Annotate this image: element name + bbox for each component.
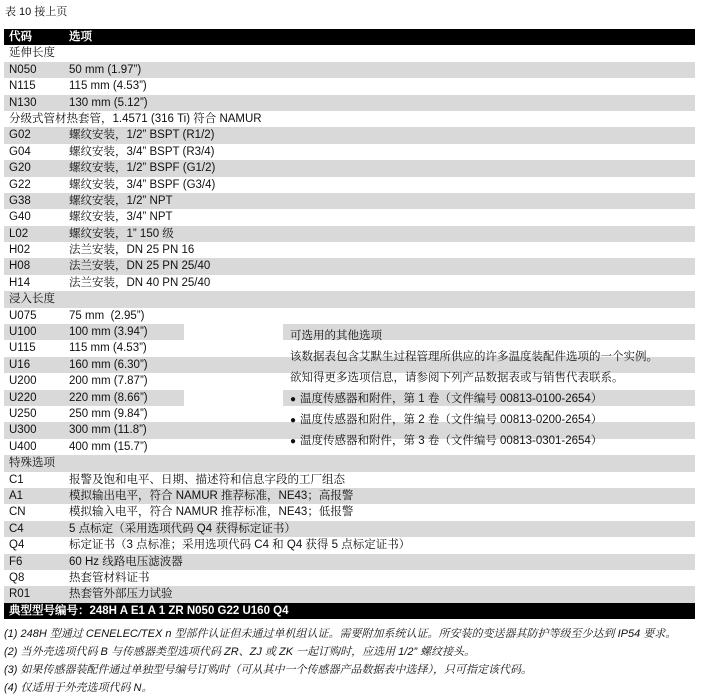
table-row	[4, 472, 695, 488]
row-code: Q8	[9, 571, 25, 584]
row-option: 螺纹安装，3/4” BSPT (R3/4)	[69, 145, 215, 158]
table-row	[4, 242, 695, 258]
row-option: 115 mm (4.53”)	[69, 80, 147, 93]
row-option: 60 Hz 线路电压滤波器	[69, 555, 183, 568]
note-bullet	[290, 389, 694, 410]
row-code: F6	[9, 555, 23, 568]
note-line: 该数据表包含艾默生过程管理所供应的许多温度装配件选项的一个实例。	[290, 351, 658, 363]
section-label: 特殊选项	[9, 457, 55, 470]
row-code: G38	[9, 194, 31, 207]
row-option: 热套管外部压力试验	[69, 588, 173, 601]
row-code: Q4	[9, 539, 25, 552]
row-option: 250 mm (9.84”)	[69, 407, 148, 420]
table-row	[4, 193, 695, 209]
bullet-icon: ●	[290, 394, 297, 405]
row-option: 200 mm (7.87”)	[69, 375, 148, 388]
row-code: H02	[9, 244, 31, 257]
row-option: 160 mm (6.30”)	[69, 358, 148, 371]
table-row	[4, 275, 695, 291]
row-code: C1	[9, 473, 24, 486]
row-option: 热套管材料证书	[69, 571, 150, 584]
row-option: 100 mm (3.94”)	[69, 326, 148, 339]
section-row	[4, 291, 695, 307]
row-option: 法兰安装，DN 40 PN 25/40	[69, 276, 211, 289]
row-option: 螺纹安装，1/2” BSPF (G1/2)	[69, 162, 216, 175]
row-code: U250	[9, 407, 37, 420]
note-panel	[290, 326, 694, 452]
table-row	[4, 177, 695, 193]
table-header-row	[4, 29, 695, 45]
section-row	[4, 455, 695, 471]
row-option: 130 mm (5.12”)	[69, 96, 148, 109]
note-line: 欲知得更多选项信息，请参阅下列产品数据表或与销售代表联系。	[290, 372, 624, 384]
row-code: H08	[9, 260, 31, 273]
note-bullet	[290, 431, 694, 452]
row-code: G04	[9, 145, 31, 158]
row-option: 模拟输入电平，符合 NAMUR 推荐标准，NE43；低报警	[69, 506, 354, 519]
bullet-icon: ●	[290, 415, 297, 426]
row-option: 报警及饱和电平、日期、描述符和信息字段的工厂组态	[69, 473, 345, 486]
table-row	[4, 488, 695, 504]
table-row	[4, 144, 695, 160]
table-row	[4, 78, 695, 94]
footnote: (3) 如果传感器装配件通过单独型号编号订购时（可从其中一个传感器产品数据表中选择），只可指定该代码。	[4, 664, 532, 677]
row-option: 螺纹安装，3/4” NPT	[69, 211, 173, 224]
row-option: 400 mm (15.7”)	[69, 440, 148, 453]
section-label: 延伸长度	[9, 47, 55, 60]
row-code: U200	[9, 375, 37, 388]
table-row	[4, 308, 695, 324]
header-cell-option: 选项	[69, 31, 92, 43]
footnote: (4) 仅适用于外壳选项代码 N。	[4, 682, 153, 695]
row-option: 50 mm (1.97”)	[69, 63, 142, 76]
row-option: 法兰安装，DN 25 PN 16	[69, 244, 195, 257]
row-code: U115	[9, 342, 36, 355]
typical-model-value: 248H A E1 A 1 ZR N050 G22 U160 Q4	[89, 604, 289, 617]
row-code: G22	[9, 178, 31, 191]
row-code: G40	[9, 211, 31, 224]
table-rows	[4, 45, 695, 602]
row-code: L02	[9, 227, 29, 240]
note-bullets	[290, 389, 694, 452]
footnotes	[4, 627, 682, 695]
row-code: N115	[9, 80, 36, 93]
blank-box	[184, 390, 283, 406]
table-row	[4, 570, 695, 586]
row-code: C4	[9, 522, 24, 535]
note-bullet-text: 温度传感器和附件，第 3 卷（文件编号 00813-0301-2654）	[300, 435, 603, 447]
note-bullet-text: 温度传感器和附件，第 2 卷（文件编号 00813-0200-2654）	[300, 414, 603, 426]
row-option: 标定证书（3 点标准；采用选项代码 C4 和 Q4 获得 5 点标定证书）	[69, 539, 411, 552]
section-label: 分级式管材热套管，1.4571 (316 Ti) 符合 NAMUR	[9, 112, 262, 125]
note-bullet	[290, 410, 694, 431]
blank-box	[184, 340, 283, 356]
row-option: 75 mm (2.95”)	[69, 309, 145, 322]
table-row	[4, 226, 695, 242]
row-code: A1	[9, 489, 24, 502]
row-code: U16	[9, 358, 31, 371]
row-option: 螺纹安装，1” 150 级	[69, 227, 174, 240]
footnote: (1) 248H 型通过 CENELEC/TEX n 型部件认证但未通过单机组认证。需要附加系统认证。所安装的变送器其防护等级至少达到 IP54 要求。	[4, 628, 677, 641]
row-option: 模拟输出电平，符合 NAMUR 推荐标准，NE43；高报警	[69, 489, 354, 502]
row-option: 法兰安装，DN 25 PN 25/40	[69, 260, 211, 273]
row-option: 300 mm (11.8”)	[69, 424, 147, 437]
blank-box	[184, 324, 283, 340]
row-option: 螺纹安装，1/2” NPT	[69, 194, 173, 207]
typical-model-label: 典型型号编号：	[9, 604, 90, 617]
row-code: U400	[9, 440, 37, 453]
row-code: G20	[9, 162, 31, 175]
row-code: U075	[9, 309, 37, 322]
table-row	[4, 95, 695, 111]
row-code: R01	[9, 588, 31, 601]
table-row	[4, 504, 695, 520]
blank-box	[184, 406, 283, 422]
note-heading: 可选用的其他选项	[290, 330, 382, 342]
table-row	[4, 554, 695, 570]
footnote: (2) 当外壳选项代码 B 与传感器类型选项代码 ZR、ZJ 或 ZK 一起订购时，应选用 1/2” 螺纹接头。	[4, 646, 476, 659]
note-bullet-text: 温度传感器和附件，第 1 卷（文件编号 00813-0100-2654）	[300, 393, 603, 405]
table-row	[4, 521, 695, 537]
note-lines	[290, 347, 694, 389]
row-code: N050	[9, 63, 37, 76]
table-row	[4, 127, 695, 143]
row-code: U100	[9, 326, 37, 339]
row-option: 5 点标定（采用选项代码 Q4 获得标定证书）	[69, 522, 296, 535]
options-table	[4, 29, 695, 619]
header-cell-code: 代码	[9, 31, 32, 43]
table-row	[4, 586, 695, 602]
row-option: 螺纹安装，3/4” BSPF (G3/4)	[69, 178, 216, 191]
row-option: 螺纹安装，1/2” BSPT (R1/2)	[69, 129, 215, 142]
table-row	[4, 160, 695, 176]
section-row	[4, 45, 695, 61]
row-code: U220	[9, 391, 37, 404]
row-code: G02	[9, 129, 31, 142]
table-row	[4, 537, 695, 553]
typical-model-bar	[4, 603, 695, 619]
page-title: 表 10 接上页	[5, 6, 68, 18]
bullet-icon: ●	[290, 436, 297, 447]
section-label: 浸入长度	[9, 293, 55, 306]
table-row	[4, 258, 695, 274]
table-row	[4, 209, 695, 225]
row-code: U300	[9, 424, 37, 437]
row-code: N130	[9, 96, 37, 109]
row-code: H14	[9, 276, 31, 289]
table-row	[4, 62, 695, 78]
row-option: 220 mm (8.66”)	[69, 391, 148, 404]
row-option: 115 mm (4.53”)	[69, 342, 147, 355]
section-row	[4, 111, 695, 127]
row-code: CN	[9, 506, 26, 519]
